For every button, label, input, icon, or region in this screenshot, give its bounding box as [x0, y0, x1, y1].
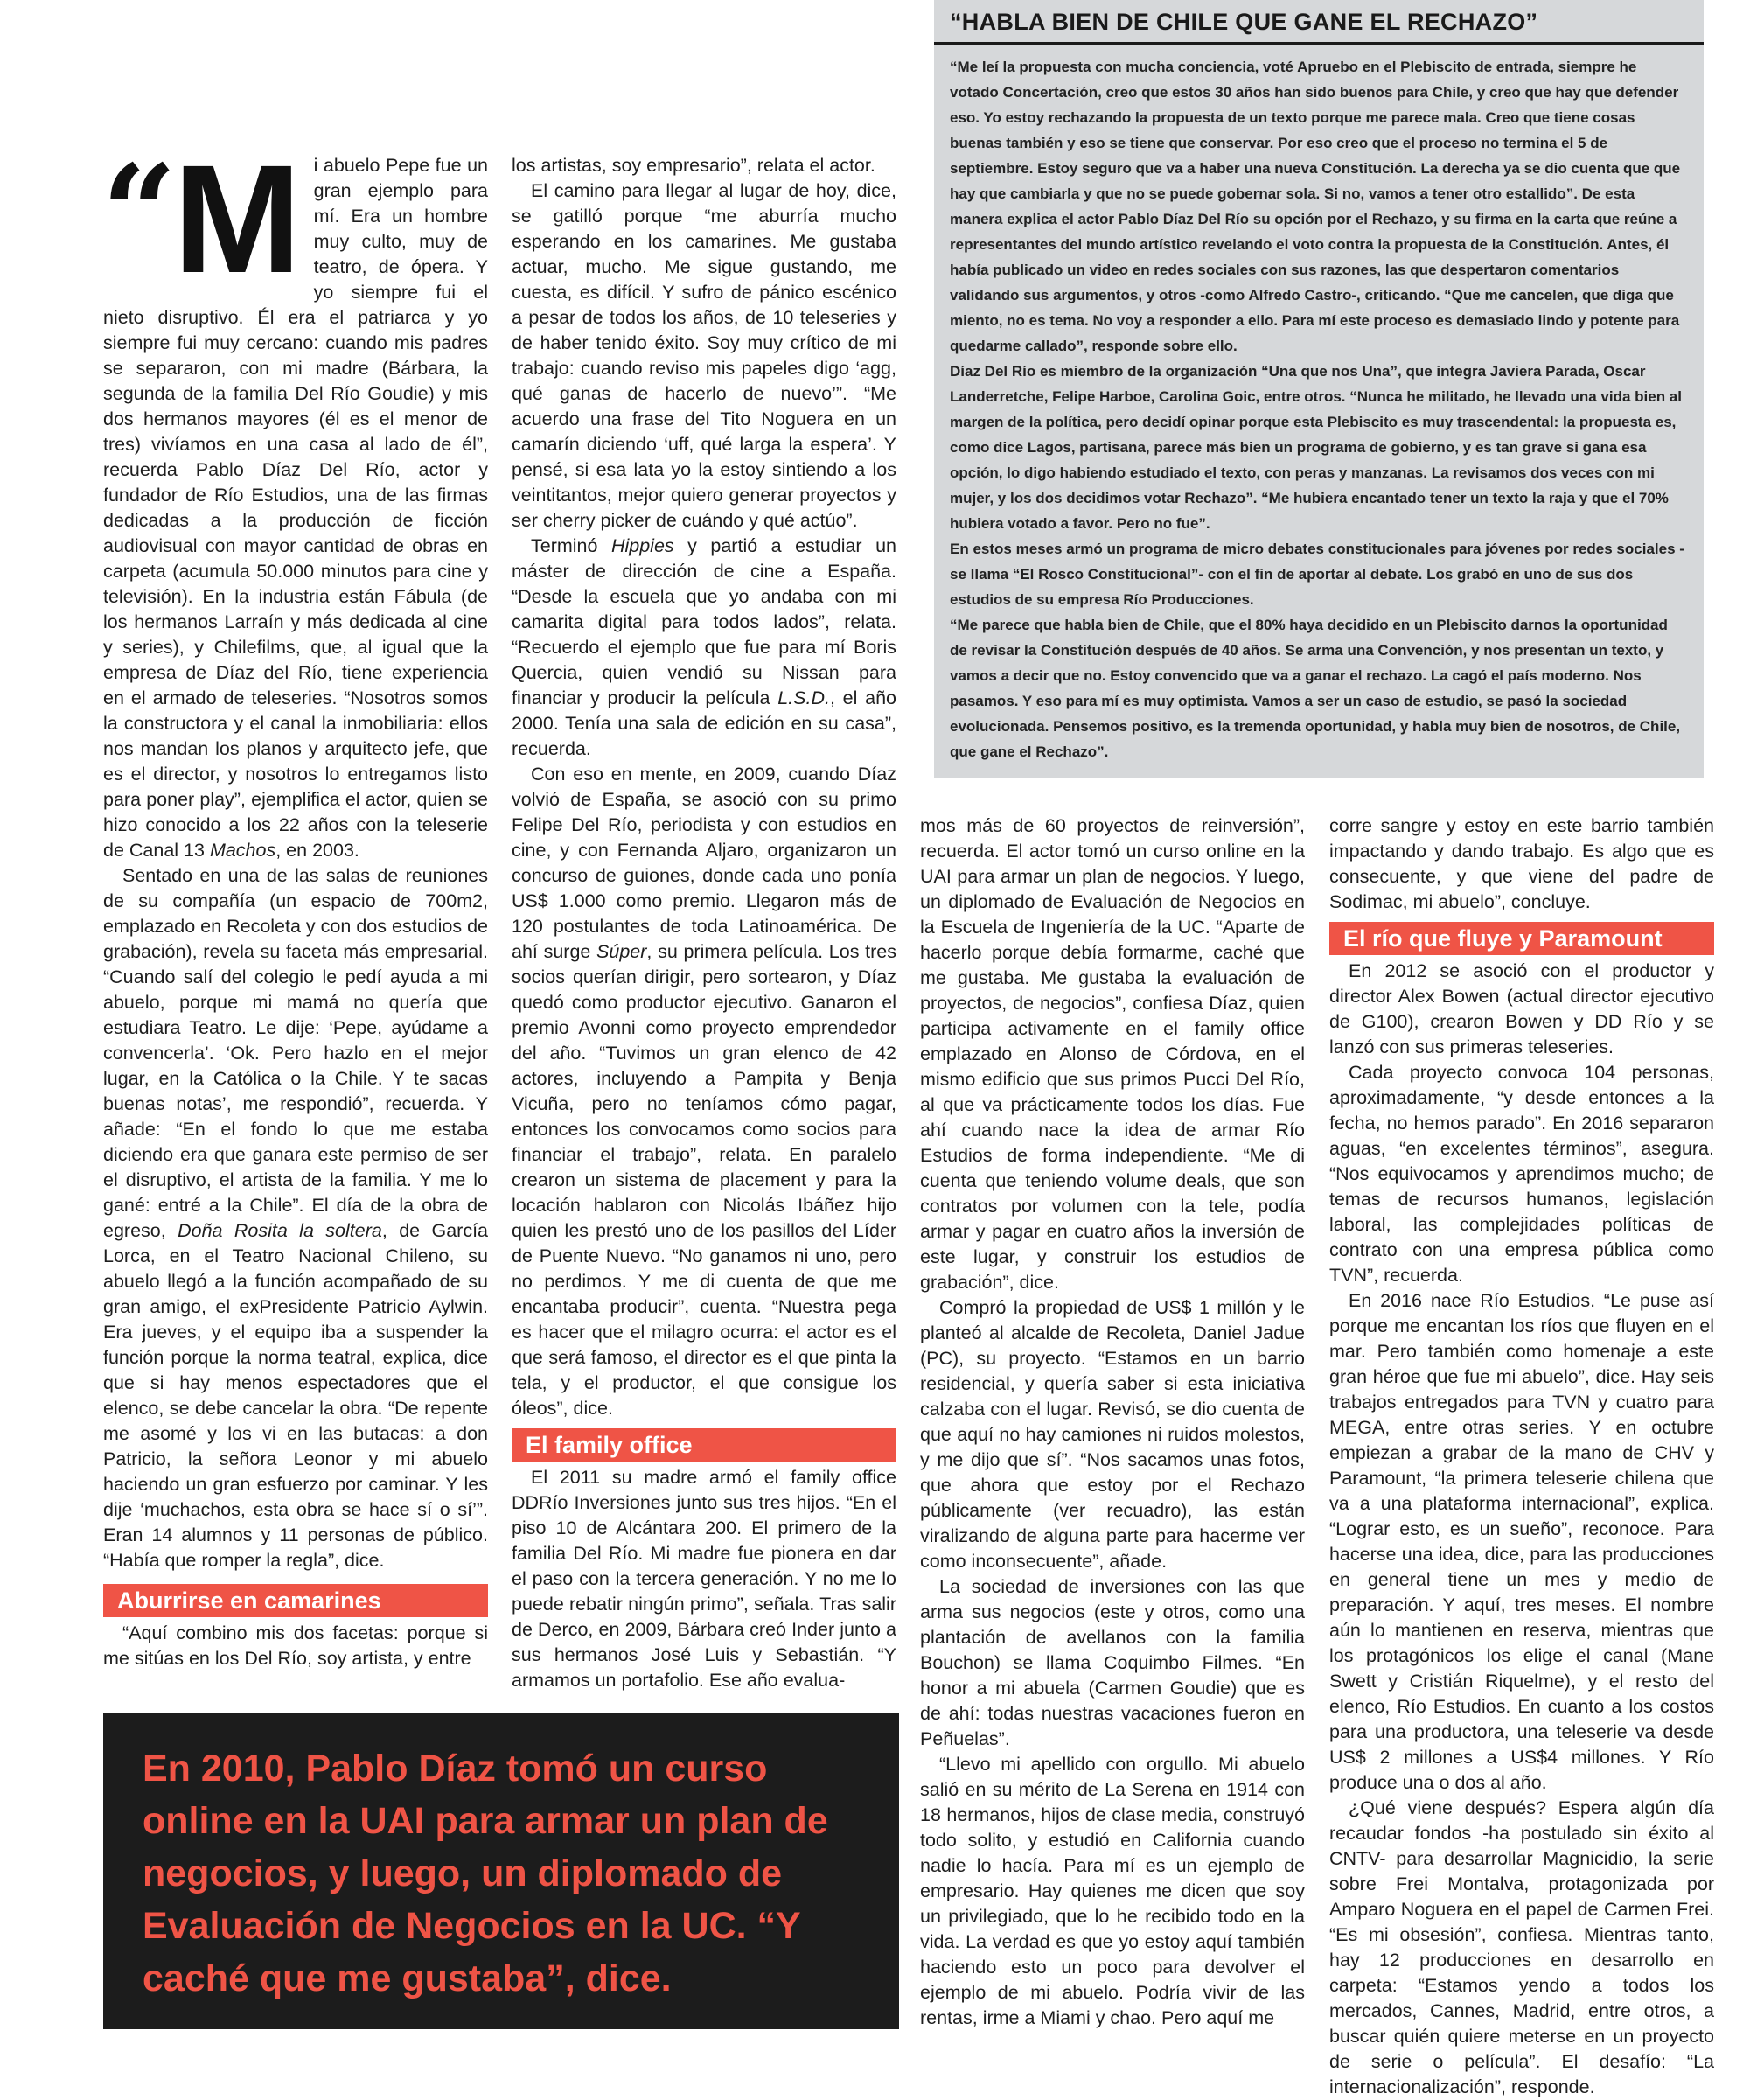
- body-paragraph: Compró la propiedad de US$ 1 millón y le planteó al alcalde de Recoleta, Daniel Jadue (PC), su proyecto. “Estamos en un barrio residencial, y quería saber si esta iniciativa calzaba con el lugar. Revisó, se dio cuenta de que aquí no hay camiones ni ruidos molestos, y me dijo que sí”. “Nos sacamos unas fotos, que ahora que estoy por el Rechazo públicamente (ver recuadro), las están viralizando de alguna parte para hacerme ver como inconsecuente”, añade.: [920, 1297, 1305, 1572]
- body-text: Terminó: [531, 535, 611, 556]
- lead-block: [101, 134, 488, 863]
- pull-quote-text: En 2010, Pablo Díaz tomó un curso online en la UAI para armar un plan de negocios, y luego, un diplomado de Evaluación de Negocios en la UC. “Y caché que me gustaba”, dice.: [143, 1748, 828, 1999]
- body-italic: Súper: [596, 941, 647, 962]
- article-column-2: [512, 153, 896, 1693]
- body-italic: Doña Rosita la soltera: [178, 1220, 382, 1241]
- body-paragraph: En 2016 nace Río Estudios. “Le puse así porque me encantan los ríos que fluyen en el mar. Pero también como homenaje a este gran héroe que fue mi abuelo”, dice. Hay seis trabajos entregados para TVN y cuatro para MEGA, entre otras series. Y en octubre empiezan a grabar de la mano de CHV y Paramount, “la primera teleserie chilena que va a una plataforma internacional”, explica. “Lograr esto, es un sueño”, reconoce. Para hacerse una idea, dice, para las producciones en general tiene un mes y medio de preparación. Y aquí, tres meses. El nombre aún lo mantienen en reserva, mientras que los protagónicos los elige el canal (Mane Swett y Cristián Riquelme), y el resto del elenco, Río Estudios. En cuanto a los costos para una productora, una teleserie va desde US$ 2 millones a US$4 millones. Y Río produce una o dos al año.: [1329, 1290, 1714, 1793]
- sidebar-paragraph: “Me parece que habla bien de Chile, que el 80% haya decidido en un Plebiscito darnos la oportunidad de revisar la Constitución después de 40 años. Se arma una Convención, y nos presentan un texto, y vamos a decir que no. Estoy convencido que va a ganar el rechazo. La cagó el país moderno. Nos pasamos. Y eso para mí es muy optimista. Vamos a ser un caso de estudio, se pasó la sociedad evolucionada. Pensemos positivo, es la tremenda oportunidad, y habla muy bien de nosotros, de Chile, que gane el Rechazo”.: [950, 617, 1681, 760]
- sidebar-paragraph: En estos meses armó un programa de micro debates constitucionales para jóvenes por redes sociales -se llama “El Rosco Constitucional”- con el fin de aportar al debate. Los grabó en uno de sus dos estudios de su empresa Río Producciones.: [950, 541, 1684, 608]
- opening-quote-mark: “: [101, 136, 178, 290]
- body-paragraph: [512, 534, 896, 762]
- sidebar-box: [934, 0, 1704, 778]
- body-text: y partió a estudiar un máster de dirección de cine a España. “Desde la escuela que yo andaba con mi camarita digital para todos lados”, relata. “Recuerdo el ejemplo que fue para mí Boris Quercia, quien vendió su Nissan para financiar y producir la película: [512, 535, 896, 708]
- lead-text: i abuelo Pepe fue un gran ejemplo para mí. Era un hombre muy culto, muy de teatro, de ópera. Y yo siempre fui el nieto disruptivo. Él era el patriarca y yo siempre fui muy cercano: cuando mis padres se separaron, con mi madre (Bárbara, la segunda de la familia Del Río Goudie) y mis dos hermanos mayores (él es el menor de tres) vivíamos en una casa al lado de él”, recuerda Pablo Díaz Del Río, actor y fundador de Río Estudios, una de las firmas dedicadas a la producción de ficción audiovisual con mayor cantidad de obras en carpeta (acumula 50.000 minutos para cine y televisión). En la industria están Fábula (de los hermanos Larraín y más dedicada al cine y series), y Chilefilms, que, al igual que la empresa de Díaz del Río, tiene experiencia en el armado de teleseries. “Nosotros somos la constructora y el canal la inmobiliaria: ellos nos mandan los planos y arquitecto jefe, que es el director, y nosotros lo entregamos listo para poner play”, ejemplifica el actor, quien se hizo conocido a los 22 años con la teleserie de Canal 13: [103, 155, 488, 861]
- body-italic: Hippies: [610, 535, 674, 556]
- body-text: Sentado en una de las salas de reuniones de su compañía (un espacio de 700m2, emplazado en Recoleta y con dos estudios de grabación), revela su faceta más empresarial. “Cuando salí del colegio le pedí ayuda a mi abuelo, porque mi mamá no quería que estudiara Teatro. Le dije: ‘Pepe, ayúdame a convencerla’. ‘Ok. Pero hazlo en el mejor lugar, en la Católica o la Chile. Y te sacas buenas notas’, me respondió”, recuerda. Y añade: “En el fondo lo que me estaba diciendo era que ganara este permiso de ser el disruptivo, el artista de la familia. Y me lo gané: entré a la Chile”. El día de la obra de egreso,: [103, 865, 488, 1241]
- body-text: , su primera película. Los tres socios querían dirigir, pero sortearon, y Díaz quedó como productor ejecutivo. Ganaron el premio Avonni como proyecto emprendedor del año. “Tuvimos un gran elenco de 42 actores, incluyendo a Pampita y Benja Vicuña, pero no teníamos cómo pagar, entonces los convocamos como socios para financiar el trabajo”, relata. En paralelo crearon un sistema de placement y para la locación hablaron con Nicolás Ibáñez hijo quien les prestó uno de los pasillos del Líder de Puente Nuevo. “No ganamos ni uno, pero no perdimos. Y me di cuenta de que me encantaba producir”, cuenta. “Nuestra pega es hacer que el milagro ocurra: el actor es el que será famoso, el director es el que pinta la tela, y el productor, el que consigue los óleos”, dice.: [512, 941, 896, 1419]
- body-paragraph: [103, 863, 488, 1573]
- article-column-4: [1329, 813, 1714, 2100]
- body-paragraph: corre sangre y estoy en este barrio también impactando y dando trabajo. Es algo que es consecuente, y que viene del padre de Sodimac, mi abuelo”, concluye.: [1329, 815, 1714, 912]
- body-paragraph: Cada proyecto convoca 104 personas, aproximadamente, “y desde entonces a la fecha, no hemos parado”. En 2016 separaron aguas, “en excelentes términos”, asegura. “Nos equivocamos y aprendimos mucho; de temas de recursos humanos, legislación laboral, las complejidades políticas de contrato con una empresa pública como TVN”, recuerda.: [1329, 1062, 1714, 1286]
- body-paragraph: El 2011 su madre armó el family office DDRío Inversiones junto sus tres hijos. “En el piso 10 de Alcántara 200. El primero de la familia Del Río. Mi madre fue pionera en dar el paso con la tercera generación. Y no me lo puede rebatir ningún primo”, señala. Tras salir de Derco, en 2009, Bárbara creó Inder junto a sus hermanos José Luis y Sebastián. “Y armamos un portafolio. Ese año evalua-: [512, 1467, 896, 1691]
- body-paragraph: “Aquí combino mis dos facetas: porque si me sitúas en los Del Río, soy artista, y entre: [103, 1622, 488, 1669]
- body-text: Con eso en mente, en 2009, cuando Díaz volvió de España, se asoció con su primo Felipe Del Río, periodista y con estudios en cine, y con Fernanda Aljaro, organizaron un concurso de guiones, donde cada uno ponía US$ 1.000 como premio. Llegaron más de 120 postulantes de toda Latinoamérica. De ahí surge: [512, 764, 896, 962]
- body-paragraph: En 2012 se asoció con el productor y director Alex Bowen (actual director ejecutivo de G100), crearon Bowen y DD Río y se lanzó con sus primeras teleseries.: [1329, 960, 1714, 1057]
- body-paragraph: [512, 762, 896, 1421]
- body-paragraph: El camino para llegar al lugar de hoy, dice, se gatilló porque “me aburría mucho esperando en los camarines. Me gustaba actuar, mucho. Me sigue gustando, me cuesta, es difícil. Y sufro de pánico escénico a pesar de todos los años, de 10 teleseries y de haber tenido éxito. Soy muy crítico de mi trabajo: cuando reviso mis papeles digo ‘agg, qué ganas de hacerlo de nuevo’”. “Me acuerdo una frase del Tito Noguera en un camarín diciendo ‘uff, qué larga la espera’. Y pensé, si esa lata yo la estoy sintiendo a los veintitantos, mejor quiero generar proyectos y ser cherry picker de cuándo y qué actúo”.: [512, 180, 896, 531]
- pull-quote-box: [103, 1713, 899, 2029]
- body-paragraph: los artistas, soy empresario”, relata el actor.: [512, 155, 875, 176]
- body-paragraph: ¿Qué viene después? Espera algún día recaudar fondos -ha postulado sin éxito al CNTV- para desarrollar Magnicidio, la serie sobre Frei Montalva, protagonizada por Amparo Noguera en el papel de Carmen Frei. “Es mi obsesión”, confiesa. Mientras tanto, hay 12 producciones en desarrollo en carpeta: “Estamos yendo a todos los mercados, Cannes, Madrid, entre otros, a buscar quién quiere meterse en un proyecto de serie o película”. El desafío: “La internacionalización”, responde.: [1329, 1797, 1714, 2097]
- subhead-rio-paramount: El río que fluye y Paramount: [1329, 922, 1714, 955]
- subhead-aburrirse: Aburrirse en camarines: [103, 1584, 488, 1617]
- sidebar-title: “HABLA BIEN DE CHILE QUE GANE EL RECHAZO”: [950, 9, 1538, 35]
- article-column-1: [101, 134, 489, 1671]
- sidebar-divider: [934, 42, 1704, 45]
- body-paragraph: La sociedad de inversiones con las que arma sus negocios (este y otros, como una plantación de avellanos con la familia Bouchon) se llama Coquimbo Filmes. “En honor a mi abuela (Carmen Goudie) que es de ahí: todas nuestras vacaciones fueron en Peñuelas”.: [920, 1576, 1305, 1749]
- dropcap-letter: M: [173, 134, 302, 305]
- body-italic: L.S.D.: [777, 687, 830, 708]
- lead-text-end: , en 2003.: [275, 840, 359, 861]
- body-text: , de García Lorca, en el Teatro Nacional Chileno, su abuelo llegó a la función acompañado de su gran amigo, el exPresidente Patricio Aylwin. Era jueves, y el equipo iba a suspender la función porque la norma teatral, explica, dice que si hay menos espectadores que el elenco, se debe cancelar la obra. “De repente me asomé y los vi en las butacas: a don Patricio, la señora Leonor y mi abuelo haciendo un gran esfuerzo por caminar. Y les dije ‘muchachos, esta obra se hace sí o sí’”. Eran 14 alumnos y 11 personas de público. “Había que romper la regla”, dice.: [103, 1220, 489, 1571]
- body-paragraph: “Llevo mi apellido con orgullo. Mi abuelo salió en su mérito de La Serena en 1914 con 18 hermanos, hijos de clase media, construyó todo solito, y estudió en California cuando nadie lo hacía. Para mí es un ejemplo de empresario. Hay quienes me dicen que soy un privilegiado, que lo he recibido todo en la vida. La verdad es que yo estoy aquí también haciendo esto un poco para devolver el ejemplo de mi abuelo. Podría vivir de las rentas, irme a Miami y chao. Pero aquí me: [920, 1754, 1305, 2028]
- lead-italic: Machos: [209, 840, 276, 861]
- body-paragraph: mos más de 60 proyectos de reinversión”, recuerda. El actor tomó un curso online en la UAI para armar un plan de negocios. Y luego, un diplomado de Evaluación de Negocios en la Escuela de Ingeniería de la UC. “Aparte de hacerlo porque debía formarme, caché que me gustaba. Me gustaba la evaluación de proyectos, de negocios”, confiesa Díaz, quien participa activamente en el family office emplazado en Alonso de Córdova, en el mismo edificio que sus primos Pucci Del Río, al que va prácticamente todos los días. Fue ahí cuando nace la idea de armar Río Estudios de forma independiente. “Me di cuenta que teniendo volume deals, que son contratos por volumen con la tele, podía armar y pagar en cuatro años la inversión de este lugar, y construir los estudios de grabación”, dice.: [920, 815, 1305, 1293]
- sidebar-body: [950, 54, 1684, 764]
- sidebar-paragraph: “Me leí la propuesta con mucha conciencia, voté Apruebo en el Plebiscito de entrada, siempre he votado Concertación, creo que estos 30 años han sido buenos para Chile, y creo que hay que defender eso. Yo estoy rechazando la propuesta de un texto porque me parece mala. Creo que tiene cosas buenas también y eso se tiene que conservar. Por eso creo que el proceso no termina el 5 de septiembre. Estoy seguro que va a haber una nueva Constitución. La derecha ya se dio cuenta que que hay que cambiarla y que no se puede gobernar sola. Si no, vamos a tener otro estallido”. De esta manera explica el actor Pablo Díaz Del Río su opción por el Rechazo, y su firma en la carta que reúne a representantes del mundo artístico revelando el voto contra la propuesta de la Constitución. Antes, él había publicado un video en redes sociales con sus razones, las que despertaron comentarios validando sus argumentos, y otros -como Alfredo Castro-, criticando. “Que me cancelen, que diga que miento, no es tema. No voy a responder a ello. Para mí este proceso es demasiado lindo y potente para quedarme callado”, responde sobre ello.: [950, 59, 1681, 354]
- subhead-family-office: El family office: [512, 1428, 896, 1462]
- body-text: , el año 2000. Tenía una sala de edición en su casa”, recuerda.: [512, 687, 896, 759]
- sidebar-paragraph: Díaz Del Río es miembro de la organización “Una que nos Una”, que integra Javiera Parada, Oscar Landerretche, Felipe Harboe, Carolina Goic, entre otros. “Nunca he militado, he llevado una vida bien al margen de la política, pero decidí opinar porque esta Plebiscito es muy trascendental: la propuesta es, como dice Lagos, partisana, parece más bien un programa de gobierno, y es tan grave si gana esa opción, lo digo habiendo estudiado el texto, con peras y manzanas. La revisamos dos veces con mi mujer, y los dos decidimos votar Rechazo”. “Me hubiera encantado tener un texto la raja y que el 70% hubiera votado a favor. Pero no fue”.: [950, 363, 1682, 532]
- article-column-3: [920, 813, 1305, 2031]
